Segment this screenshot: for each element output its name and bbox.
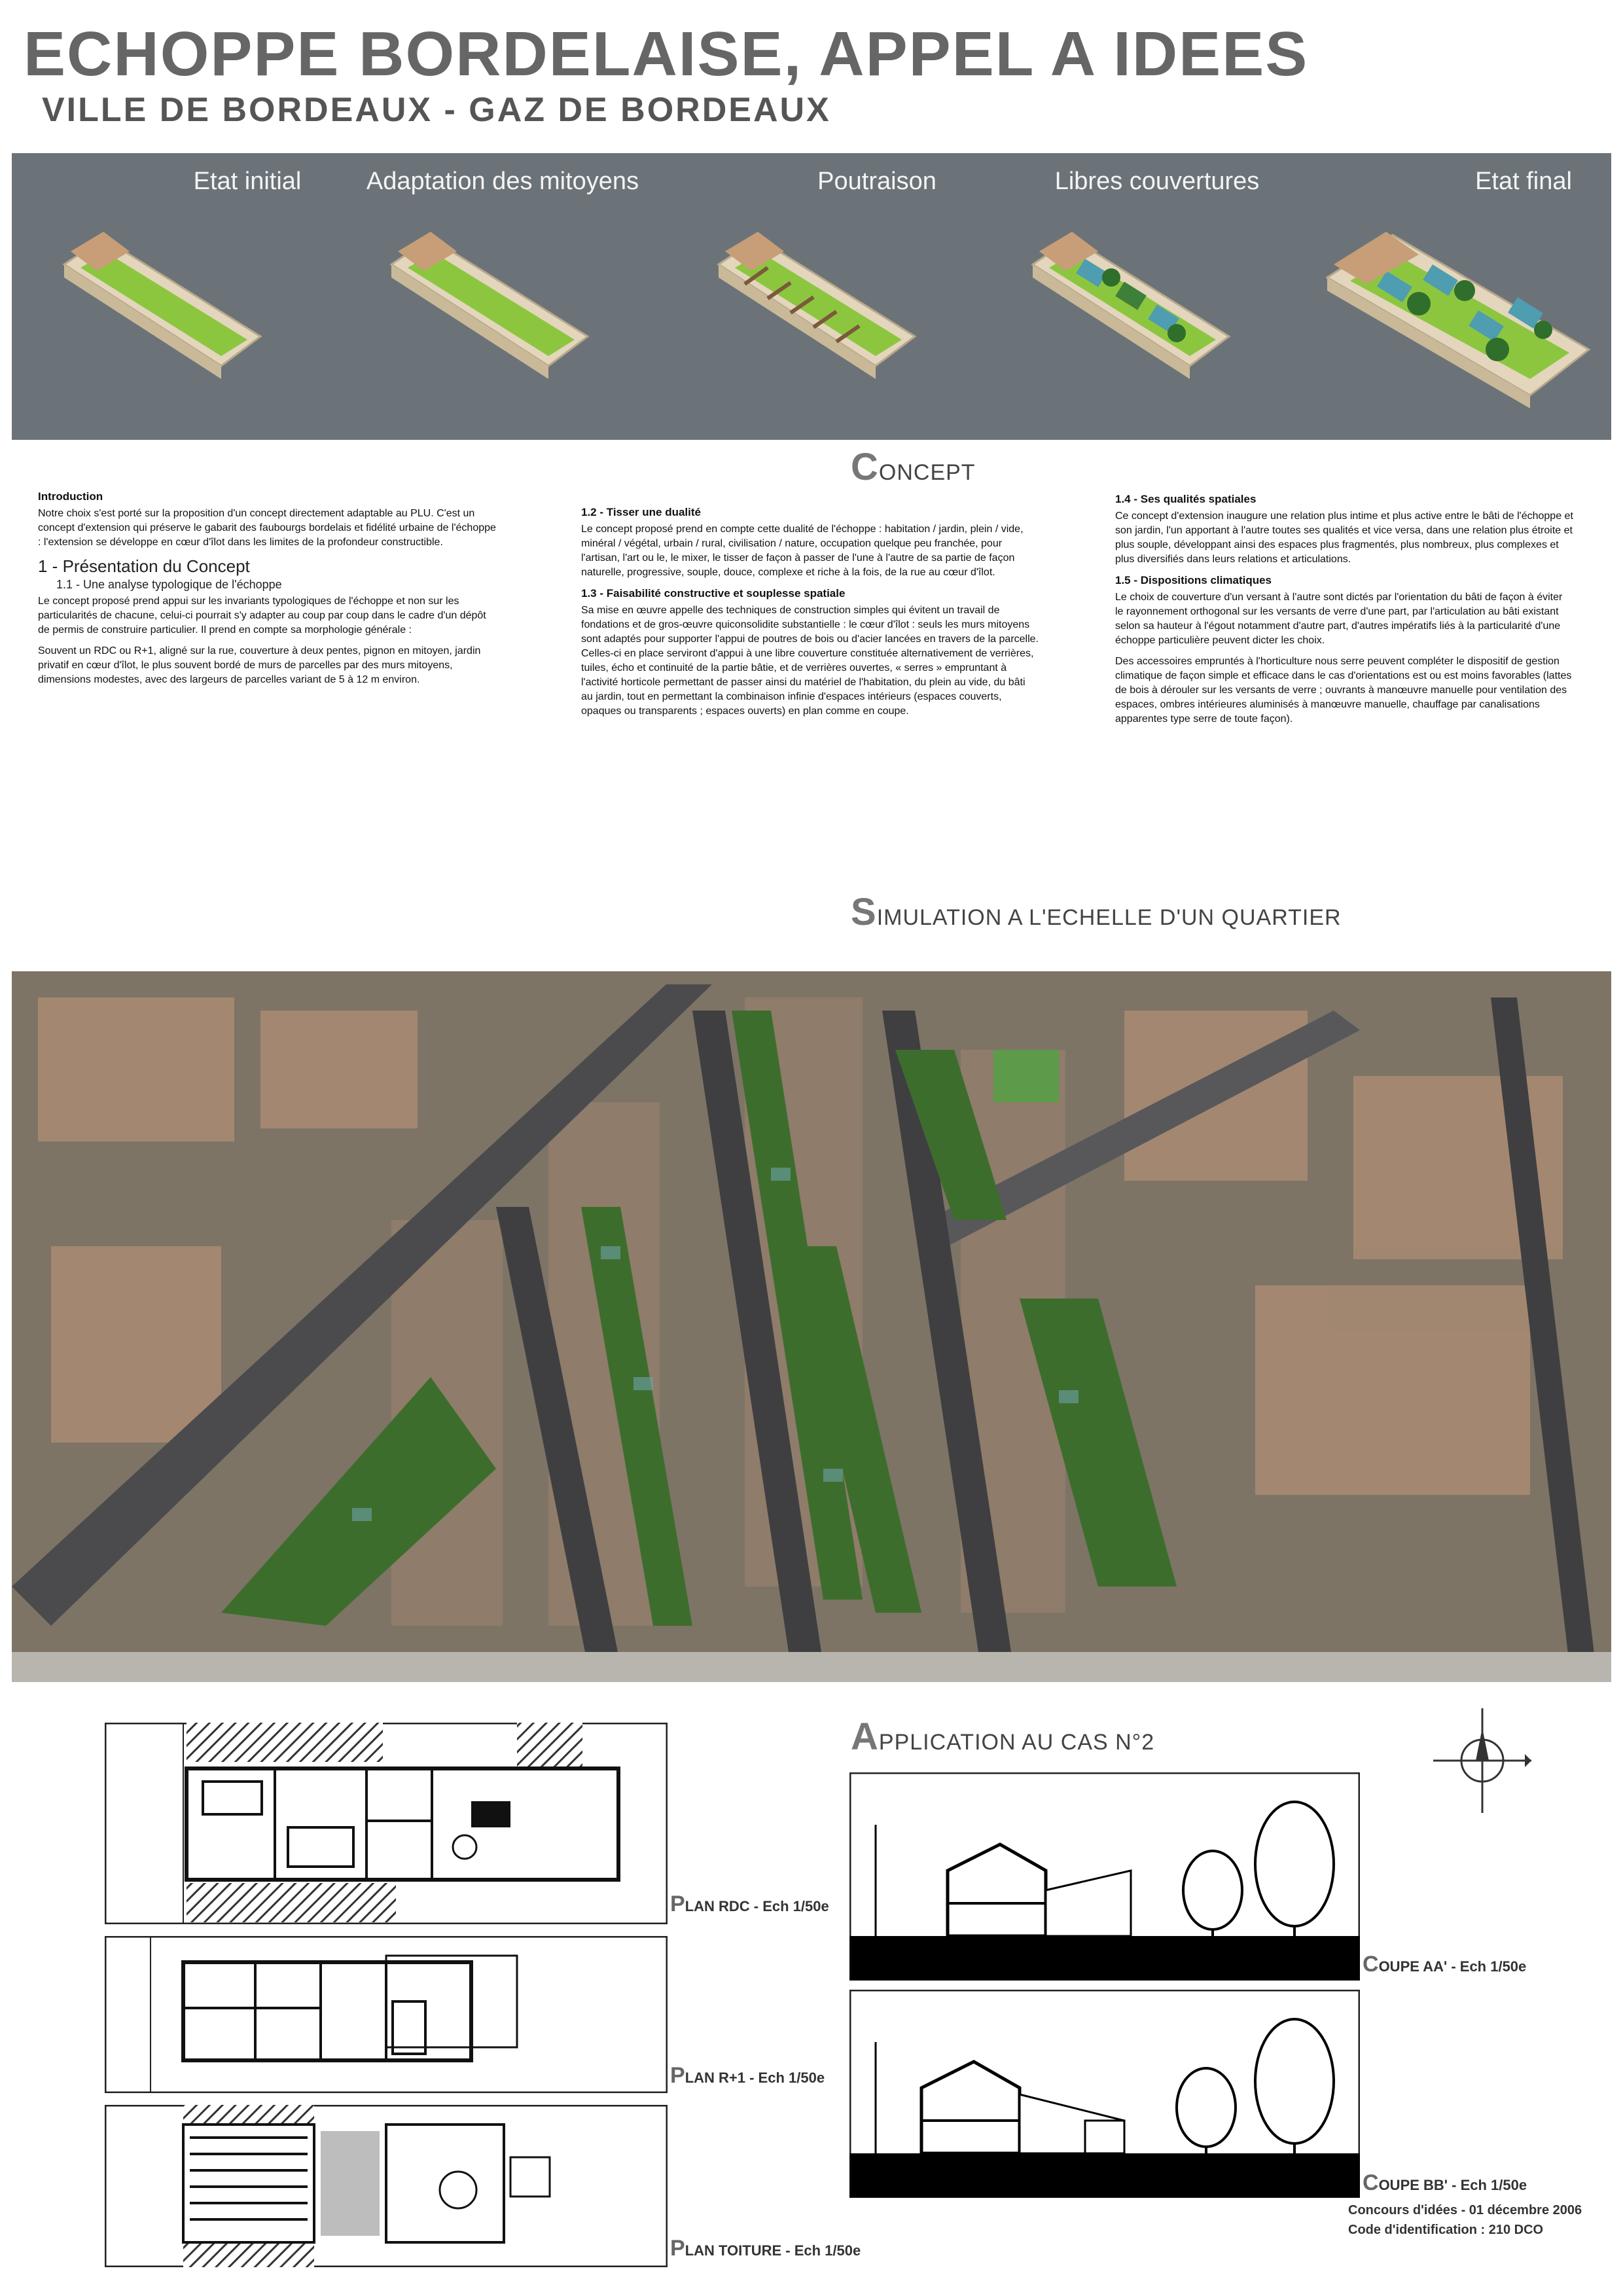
section-1-2-heading: 1.2 - Tisser une dualité: [581, 506, 701, 518]
plan-toiture-caption: PLAN TOITURE - Ech 1/50e: [670, 2236, 861, 2261]
stage-label-mitoyens: Adaptation des mitoyens: [366, 168, 639, 195]
section-1-4-text: Ce concept d'extension inaugure une relation plus intime et plus active entre le bâti de l'échoppe et son jardin, l'un apportant à l'autre toutes ses qualités et vice versa, dans une relation plus étroite et plus souple, développant ainsi des espaces plus fragmentés, plus nombreux, plus complexes et plus diversifiés dans leurs relations et articulations.: [1115, 511, 1573, 565]
plan-rdc-caption: PLAN RDC - Ech 1/50e: [670, 1892, 829, 1916]
section-aa-drawing: [849, 1772, 1360, 1981]
section-1-1-heading: 1.1 - Une analyse typologique de l'échoppe: [56, 578, 282, 591]
section-aa-caption: COUPE AA' - Ech 1/50e: [1363, 1952, 1527, 1977]
section-1-5-text: Le choix de couverture d'un versant à l'autre sont dictés par l'orientation du bâti de façon à éviter le rayonnement orthogonal sur les versants de verre d'une part, par l'articulation au bâti existant selon sa hauteur à l'égout notamment d'autre part, d'autres impératifs liés à la particularité d'une échoppe particulière peuvent dicter les choix.: [1115, 592, 1563, 646]
stage-label-final: Etat final: [1475, 168, 1572, 195]
poster-title: ECHOPPE BORDELAISE, APPEL A IDEES: [24, 19, 1309, 89]
section-1-1-text: Le concept proposé prend appui sur les invariants typologiques de l'échoppe et non sur les particularités de chacune, celui-ci pourrait s'y adapter au coup par coup dans le cadre d'un dépôt de permis de construire particulier. Il prend en compte sa morphologie générale :: [38, 596, 486, 636]
evolution-band: [12, 153, 1611, 440]
north-arrow-icon: [1427, 1702, 1538, 1820]
application-heading: APPLICATION AU CAS N°2: [851, 1715, 1155, 1758]
plan-toiture-drawing: [105, 2105, 668, 2267]
footer-code: Code d'identification : 210 DCO: [1348, 2223, 1544, 2237]
footer-date: Concours d'idées - 01 décembre 2006: [1348, 2203, 1582, 2217]
concept-heading: CONCEPT: [851, 446, 976, 488]
stage-label-poutraison: Poutraison: [817, 168, 936, 195]
stage-label-couvertures: Libres couvertures: [1054, 168, 1260, 195]
section-bb-caption: COUPE BB' - Ech 1/50e: [1363, 2170, 1527, 2195]
section-1-5-heading: 1.5 - Dispositions climatiques: [1115, 574, 1272, 586]
concept-column-1: [38, 490, 496, 694]
model-mitoyens: [378, 206, 601, 402]
aerial-photo: [12, 971, 1611, 1682]
section-1-4-heading: 1.4 - Ses qualités spatiales: [1115, 493, 1257, 505]
model-poutraison: [705, 206, 928, 402]
model-final: [1314, 206, 1602, 428]
model-couvertures: [1020, 206, 1242, 402]
plan-r1-drawing: [105, 1936, 668, 2093]
plan-r1-caption: PLAN R+1 - Ech 1/50e: [670, 2063, 825, 2088]
model-initial: [51, 206, 274, 402]
intro-heading: Introduction: [38, 490, 103, 503]
section-1-2-text: Le concept proposé prend en compte cette dualité de l'échoppe : habitation / jardin, plein / vide, minéral / végétal, urbain / rural, civilisation / nature, occupation quelque peu franchée, pour l'artisan, l'art ou le, le mixer, le tisser de façon à passer de l'une à l'autre de sa partie de façon naturelle, progressive, souple, douce, complexe et riche à la fois, de la rue au cœur d'îlot.: [581, 524, 1024, 578]
intro-text: Notre choix s'est porté sur la proposition d'un concept directement adaptable au PLU. C'est un concept d'extension qui préserve le gabarit des faubourgs bordelais et fidélité urbaine de l'échoppe : l'extension se développe en cœur d'îlot dans les limites de la profondeur constructible.: [38, 508, 496, 548]
section-1-5-text-b: Des accessoires empruntés à l'horticulture nous serre peuvent compléter le dispositif de gestion climatique de façon simple et efficace dans le cas d'orientations est ou est moins favorables (lattes de bois à dérouler sur les versants de verre ; ouvrants à manœuvre manuelle pour ventilation des espaces, ombres intérieures aluminisés à manœuvre manuelle, chauffage par canalisations apparentes type serre de toute façon).: [1115, 656, 1572, 725]
concept-column-3: [1115, 492, 1573, 733]
section-1-1-text-b: Souvent un RDC ou R+1, aligné sur la rue, couverture à deux pentes, pignon en mitoyen, jardin privatif en cœur d'îlot, le plus souvent bordé de murs de parcelles par des murs mitoyens, dimensions modestes, avec des largeurs de parcelles variant de 5 à 12 m environ.: [38, 645, 481, 685]
concept-column-2: [581, 505, 1039, 725]
competition-footer: [1348, 2200, 1582, 2240]
section-1-heading: 1 - Présentation du Concept: [38, 556, 250, 576]
poster-subtitle: VILLE DE BORDEAUX - GAZ DE BORDEAUX: [42, 91, 831, 129]
simulation-heading: SIMULATION A L'ECHELLE D'UN QUARTIER: [851, 891, 1342, 933]
plan-rdc-drawing: [105, 1723, 668, 1924]
section-bb-drawing: [849, 1990, 1360, 2198]
section-1-3-text: Sa mise en œuvre appelle des techniques de construction simples qui évitent un travail de fondations et de gros-œuvre quiconsolidite substantielle : le cœur d'îlot : seuls les murs mitoyens sont adaptés pour supporter l'appui de poutres de bois ou d'acier lancées en travers de la parcelle. Celles-ci en place serviront d'appui à une libre couverture constituée alternativement de verrières, tuiles, écho et continuité de la partie bâtie, et de verrières ouvertes, « serres » empruntant à l'activité horticole permettant de passer ainsi du matériel de l'habitation, du plein au vide, du bâti au jardin, tout en permettant la combinaison infinie d'espaces intérieurs (espaces couverts, opaques ou transparents ; espaces ouverts) en plan comme en coupe.: [581, 605, 1039, 717]
section-1-3-heading: 1.3 - Faisabilité constructive et souplesse spatiale: [581, 587, 846, 600]
stage-label-initial: Etat initial: [193, 168, 302, 195]
